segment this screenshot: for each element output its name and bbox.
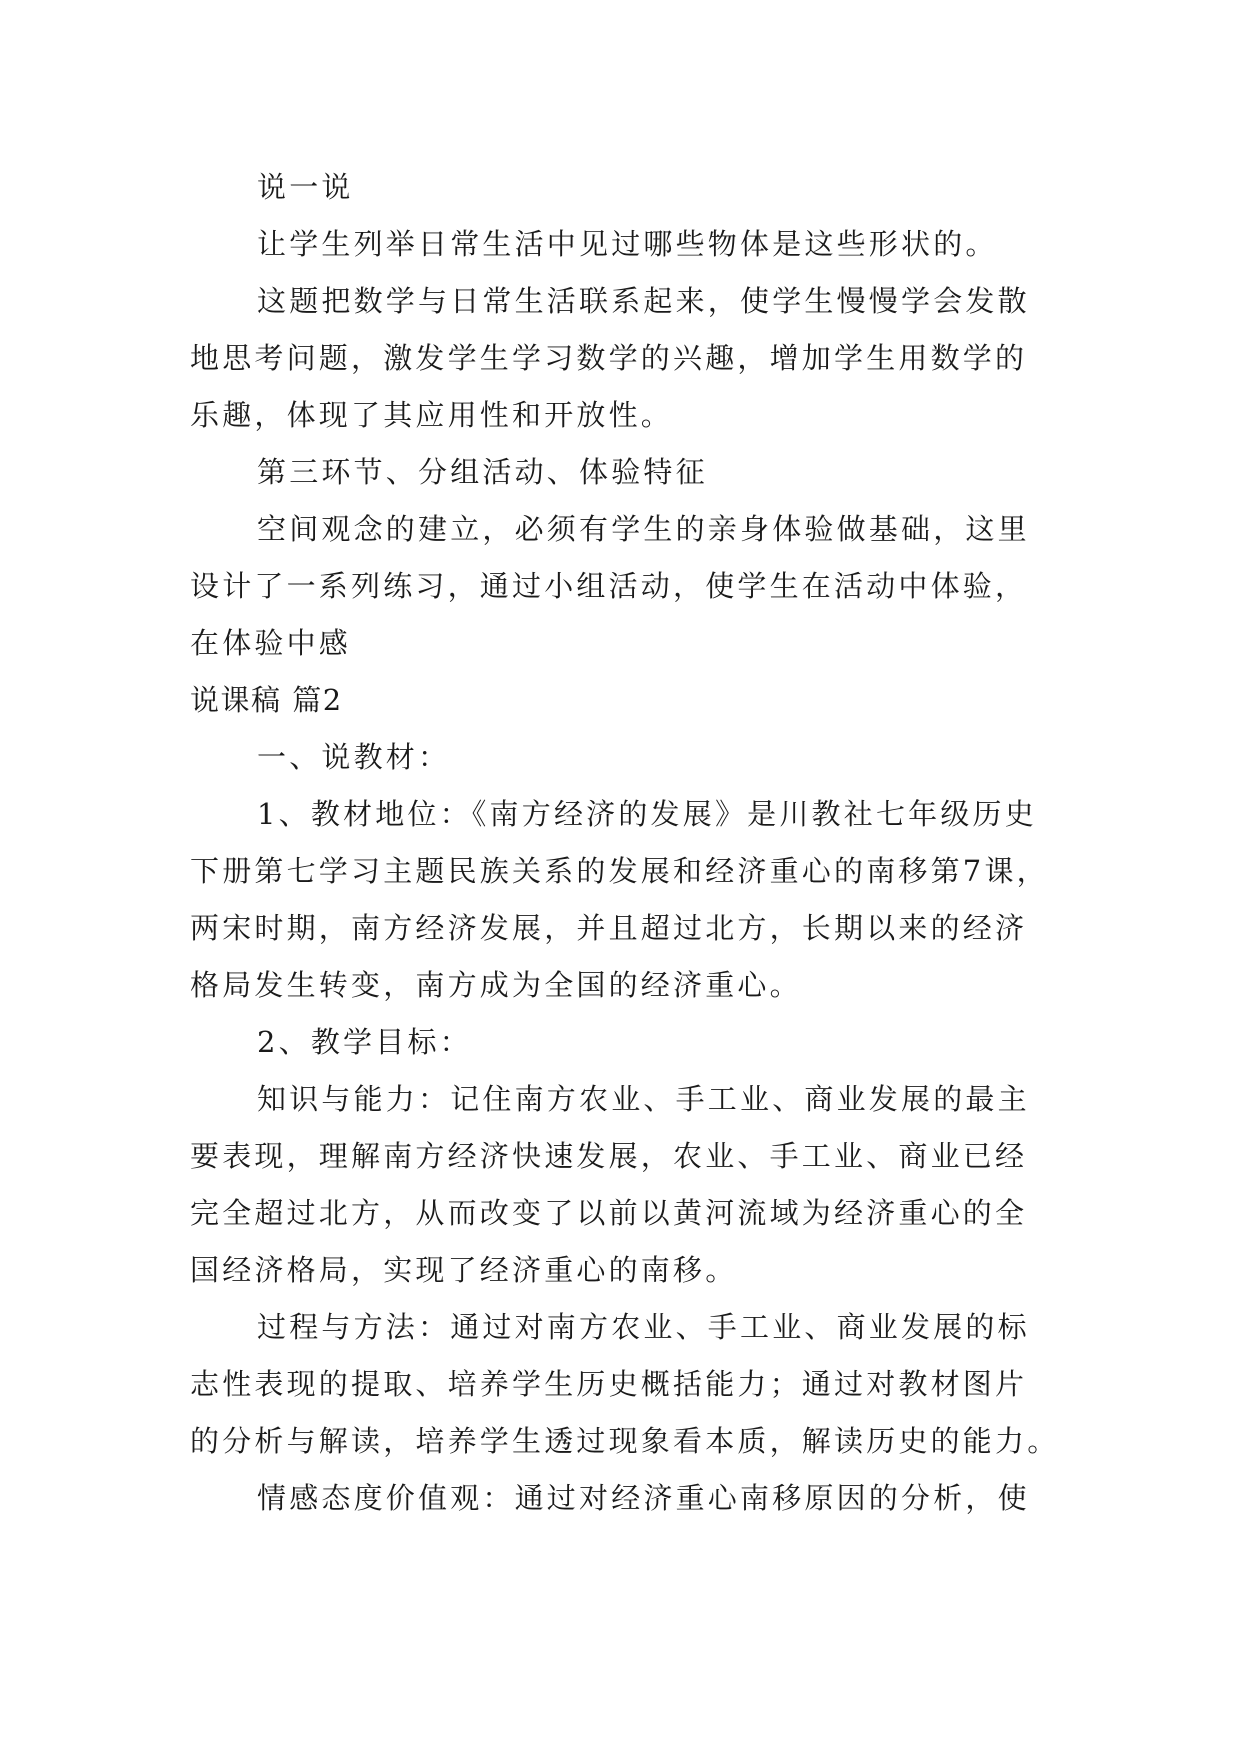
section-heading: 一、说教材： [257, 740, 451, 774]
paragraph-line: 过程与方法：通过对南方农业、手工业、商业发展的标 [257, 1310, 1030, 1344]
paragraph-line: 1、教材地位：《南方经济的发展》是川教社七年级历史 [257, 797, 1037, 831]
paragraph-line: 设计了一系列练习，通过小组活动，使学生在活动中体验， [190, 569, 1028, 603]
paragraph-line: 这题把数学与日常生活联系起来，使学生慢慢学会发散 [257, 284, 1030, 318]
paragraph-line: 地思考问题，激发学生学习数学的兴趣，增加学生用数学的 [190, 341, 1028, 375]
paragraph-line: 在体验中感 [190, 626, 352, 660]
section-heading: 第三环节、分组活动、体验特征 [257, 455, 708, 489]
article-title: 说课稿 篇2 [190, 683, 343, 717]
paragraph-line: 完全超过北方，从而改变了以前以黄河流域为经济重心的全 [190, 1196, 1028, 1230]
paragraph-line: 两宋时期，南方经济发展，并且超过北方，长期以来的经济 [190, 911, 1028, 945]
section-heading: 2、教学目标： [257, 1025, 472, 1059]
paragraph-line: 空间观念的建立，必须有学生的亲身体验做基础，这里 [257, 512, 1030, 546]
paragraph-line: 的分析与解读，培养学生透过现象看本质，解读历史的能力。 [190, 1424, 1060, 1458]
paragraph-line: 乐趣，体现了其应用性和开放性。 [190, 398, 674, 432]
paragraph-line: 说一说 [257, 170, 354, 204]
paragraph-line: 国经济格局，实现了经济重心的南移。 [190, 1253, 738, 1287]
paragraph-line: 要表现，理解南方经济快速发展，农业、手工业、商业已经 [190, 1139, 1028, 1173]
paragraph-line: 知识与能力：记住南方农业、手工业、商业发展的最主 [257, 1082, 1030, 1116]
paragraph-line: 情感态度价值观：通过对经济重心南移原因的分析，使 [257, 1481, 1030, 1515]
paragraph-line: 志性表现的提取、培养学生历史概括能力；通过对教材图片 [190, 1367, 1028, 1401]
paragraph-line: 让学生列举日常生活中见过哪些物体是这些形状的。 [257, 227, 998, 261]
paragraph-line: 下册第七学习主题民族关系的发展和经济重心的南移第7课， [190, 854, 1049, 888]
paragraph-line: 格局发生转变，南方成为全国的经济重心。 [190, 968, 802, 1002]
